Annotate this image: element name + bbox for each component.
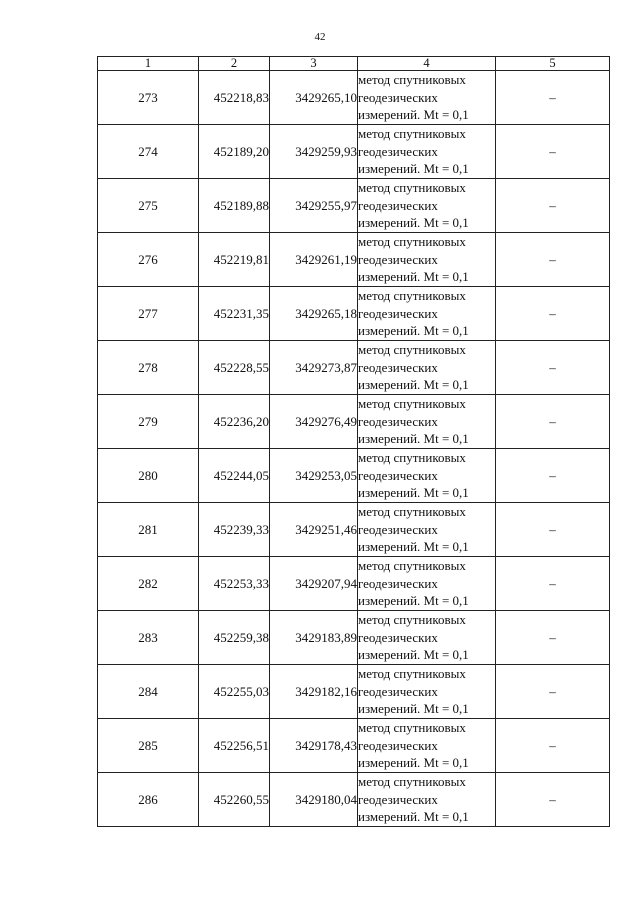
method-cell [358,719,496,773]
point-number-cell: 274 [98,125,199,179]
method-line-2: геодезических [358,251,438,267]
table-body [98,71,610,827]
point-number-cell: 277 [98,287,199,341]
method-cell [358,665,496,719]
note-cell: – [496,179,610,233]
method-line-3: измерений. Mt = 0,1 [358,431,469,447]
y-coordinate-cell: 3429259,93 [270,125,358,179]
x-coordinate-cell: 452255,03 [199,665,270,719]
table-row [98,71,610,125]
method-line-2: геодезических [358,683,438,699]
x-coordinate-cell: 452231,35 [199,287,270,341]
point-number-cell: 286 [98,773,199,827]
method-line-3: измерений. Mt = 0,1 [358,161,469,177]
x-coordinate-cell: 452236,20 [199,395,270,449]
method-line-1: метод спутниковых [358,342,466,358]
method-cell [358,125,496,179]
method-line-1: метод спутниковых [358,126,466,142]
coordinates-table [97,56,610,827]
x-coordinate-cell: 452256,51 [199,719,270,773]
table-row [98,557,610,611]
method-line-1: метод спутниковых [358,72,466,88]
page-number: 42 [314,31,326,43]
point-number-cell: 284 [98,665,199,719]
column-header-1: 1 [98,57,199,71]
table-row [98,179,610,233]
x-coordinate-cell: 452260,55 [199,773,270,827]
note-cell: – [496,665,610,719]
method-line-1: метод спутниковых [358,234,466,250]
method-line-3: измерений. Mt = 0,1 [358,107,469,123]
method-cell [358,287,496,341]
y-coordinate-cell: 3429261,19 [270,233,358,287]
x-coordinate-cell: 452239,33 [199,503,270,557]
table-row [98,233,610,287]
x-coordinate-cell: 452253,33 [199,557,270,611]
method-cell [358,611,496,665]
y-coordinate-cell: 3429251,46 [270,503,358,557]
method-line-2: геодезических [358,791,438,807]
method-line-2: геодезических [358,575,438,591]
point-number-cell: 285 [98,719,199,773]
point-number-cell: 282 [98,557,199,611]
note-cell: – [496,125,610,179]
method-line-1: метод спутниковых [358,666,466,682]
table-row [98,125,610,179]
method-line-3: измерений. Mt = 0,1 [358,323,469,339]
method-line-2: геодезических [358,737,438,753]
table-row [98,665,610,719]
y-coordinate-cell: 3429253,05 [270,449,358,503]
point-number-cell: 283 [98,611,199,665]
method-cell [358,773,496,827]
table-row [98,287,610,341]
point-number-cell: 273 [98,71,199,125]
table-row [98,773,610,827]
y-coordinate-cell: 3429276,49 [270,395,358,449]
point-number-cell: 281 [98,503,199,557]
note-cell: – [496,719,610,773]
method-line-3: измерений. Mt = 0,1 [358,215,469,231]
point-number-cell: 280 [98,449,199,503]
table-row [98,611,610,665]
method-line-1: метод спутниковых [358,558,466,574]
column-header-5: 5 [496,57,610,71]
table-row [98,503,610,557]
y-coordinate-cell: 3429265,18 [270,287,358,341]
method-line-2: геодезических [358,197,438,213]
method-line-2: геодезических [358,89,438,105]
method-line-3: измерений. Mt = 0,1 [358,485,469,501]
y-coordinate-cell: 3429273,87 [270,341,358,395]
column-header-2: 2 [199,57,270,71]
method-cell [358,449,496,503]
table-header-row [98,57,610,71]
x-coordinate-cell: 452219,81 [199,233,270,287]
column-header-3: 3 [270,57,358,71]
note-cell: – [496,341,610,395]
method-line-1: метод спутниковых [358,774,466,790]
method-line-2: геодезических [358,143,438,159]
y-coordinate-cell: 3429255,97 [270,179,358,233]
method-line-3: измерений. Mt = 0,1 [358,539,469,555]
table-row [98,395,610,449]
x-coordinate-cell: 452218,83 [199,71,270,125]
method-line-3: измерений. Mt = 0,1 [358,701,469,717]
point-number-cell: 278 [98,341,199,395]
note-cell: – [496,773,610,827]
method-line-3: измерений. Mt = 0,1 [358,809,469,825]
method-line-2: геодезических [358,521,438,537]
note-cell: – [496,449,610,503]
point-number-cell: 276 [98,233,199,287]
x-coordinate-cell: 452189,20 [199,125,270,179]
y-coordinate-cell: 3429180,04 [270,773,358,827]
method-cell [358,503,496,557]
method-line-3: измерений. Mt = 0,1 [358,647,469,663]
y-coordinate-cell: 3429207,94 [270,557,358,611]
method-cell [358,395,496,449]
method-line-1: метод спутниковых [358,288,466,304]
point-number-cell: 275 [98,179,199,233]
y-coordinate-cell: 3429182,16 [270,665,358,719]
x-coordinate-cell: 452259,38 [199,611,270,665]
column-header-4: 4 [358,57,496,71]
method-line-3: измерений. Mt = 0,1 [358,755,469,771]
method-line-1: метод спутниковых [358,720,466,736]
note-cell: – [496,287,610,341]
point-number-cell: 279 [98,395,199,449]
method-line-2: геодезических [358,467,438,483]
table-row [98,449,610,503]
method-cell [358,341,496,395]
method-line-3: измерений. Mt = 0,1 [358,269,469,285]
table-row [98,719,610,773]
note-cell: – [496,611,610,665]
method-line-2: геодезических [358,305,438,321]
method-cell [358,71,496,125]
method-line-2: геодезических [358,629,438,645]
y-coordinate-cell: 3429183,89 [270,611,358,665]
method-line-1: метод спутниковых [358,504,466,520]
note-cell: – [496,557,610,611]
method-line-1: метод спутниковых [358,180,466,196]
method-line-3: измерений. Mt = 0,1 [358,377,469,393]
table-row [98,341,610,395]
note-cell: – [496,71,610,125]
method-line-1: метод спутниковых [358,450,466,466]
method-line-2: геодезических [358,413,438,429]
note-cell: – [496,233,610,287]
note-cell: – [496,395,610,449]
method-line-1: метод спутниковых [358,612,466,628]
method-cell [358,233,496,287]
y-coordinate-cell: 3429178,43 [270,719,358,773]
x-coordinate-cell: 452244,05 [199,449,270,503]
method-line-3: измерений. Mt = 0,1 [358,593,469,609]
y-coordinate-cell: 3429265,10 [270,71,358,125]
method-cell [358,179,496,233]
x-coordinate-cell: 452228,55 [199,341,270,395]
method-line-1: метод спутниковых [358,396,466,412]
note-cell: – [496,503,610,557]
x-coordinate-cell: 452189,88 [199,179,270,233]
method-line-2: геодезических [358,359,438,375]
method-cell [358,557,496,611]
